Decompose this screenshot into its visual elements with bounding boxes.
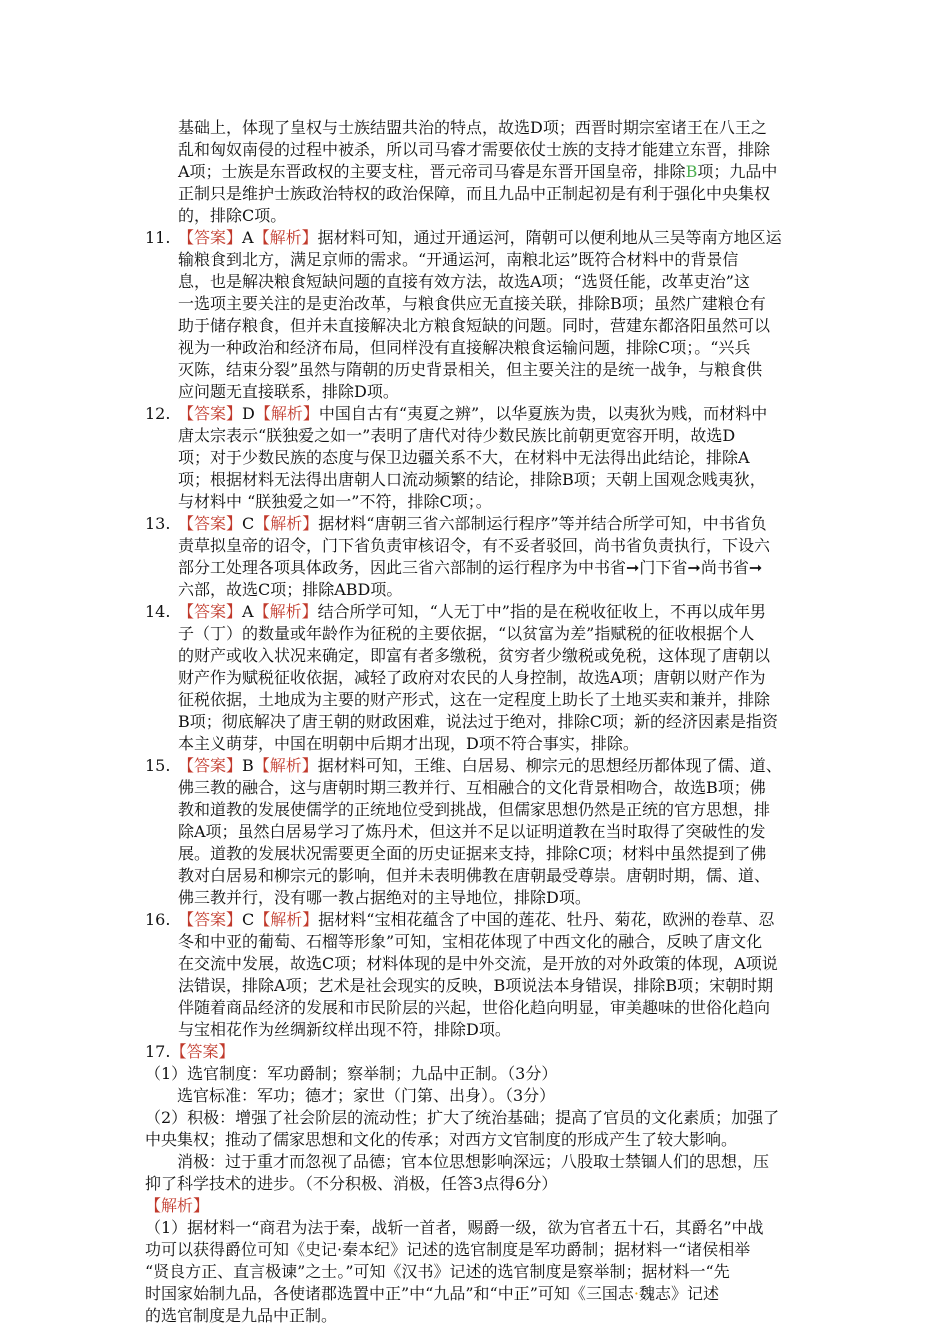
q13-line-4: 六部，故选C项；排除ABD项。 [178,580,403,599]
q10-line-1: 基础上，体现了皇权与士族结盟共治的特点，故选D项；西晋时期宗室诸王在八王之 [178,118,767,137]
q17-answer-line-5: 消极：过于重才而忽视了品德；官本位思想影响深远；八股取士禁锢人们的思想，压 [145,1152,770,1171]
q14-line-5: 征税依据，土地成为主要的财产形式，这在一定程度上助长了土地买卖和兼并，排除 [178,690,771,709]
q17-analysis-line-5: 的选官制度是九品中正制。 [145,1306,338,1325]
q11-line-5: 助于储存粮食，但并未直接解决北方粮食短缺的问题。同时，营建东都洛阳虽然可以 [178,316,771,335]
q12-number: 12. [145,404,171,423]
q17-answer-line-4: 中央集权；推动了儒家思想和文化的传承；对西方文官制度的形成产生了较大影响。 [145,1130,738,1149]
q11-line-8: 应问题无直接联系，排除D项。 [178,382,399,401]
q14-line-1: 【答案】A【解析】结合所学可知，“人无丁中”指的是在税收征收上，不再以成年男 [178,602,766,621]
q11-line-3: 息，也是解决粮食短缺问题的直接有效方法，故选A项；“选贤任能，改革吏治”这 [178,272,750,291]
q17-answer-line-1: （1）选官制度：军功爵制；察举制；九品中正制。（3分） [145,1064,558,1083]
q14-line-3: 的财产或收入状况来确定，即富有者多缴税，贫穷者少缴税或免税，这体现了唐朝以 [178,646,771,665]
q14-line-6: B项；彻底解决了唐王朝的财政困难，说法过于绝对，排除C项；新的经济因素是指资 [178,712,779,731]
q12-line-5: 与材料中 “朕独爱之如一”不符，排除C项；。 [178,492,492,511]
q12-line-2: 唐太宗表示“朕独爱之如一”表明了唐代对待少数民族比前朝更宽容开明，故选D [178,426,736,445]
q17-header: 17.【答案】 [145,1042,235,1061]
q11-line-1: 【答案】A【解析】据材料可知，通过开通运河，隋朝可以便利地从三吴等南方地区运 [178,228,782,247]
q10-line-5: 的，排除C项。 [178,206,287,225]
q14-number: 14. [145,602,171,621]
q15-line-3: 教和道教的发展使儒学的正统地位受到挑战，但儒家思想仍然是正统的官方思想，排 [178,800,771,819]
q17-answer-line-2: 选官标准：军功；德才；家世（门第、出身）。（3分） [145,1086,556,1105]
q12-line-1: 【答案】D【解析】中国自古有“夷夏之辨”，以华夏族为贵，以夷狄为贱，而材料中 [178,404,768,423]
q16-line-6: 与宝相花作为丝绸新纹样出现不符，排除D项。 [178,1020,511,1039]
q15-line-5: 展。道教的发展状况需要更全面的历史证据来支持，排除C项；材料中虽然提到了佛 [178,844,767,863]
q10-line-2: 乱和匈奴南侵的过程中被杀，所以司马睿才需要依仗士族的支持才能建立东晋，排除 [178,140,771,159]
q17-analysis-line-4: 时国家始制九品，各使诸郡选置中正”中“九品”和“中正”可知《三国志·魏志》记述 [145,1284,720,1303]
q17-analysis-tag: 【解析】 [145,1196,210,1215]
q10-line-4: 正制只是维护士族政治特权的政治保障，而且九品中正制起初是有利于强化中央集权 [178,184,771,203]
q16-line-2: 冬和中亚的葡萄、石榴等形象”可知，宝相花体现了中西文化的融合，反映了唐文化 [178,932,763,951]
q15-line-2: 佛三教的融合，这与唐朝时期三教并行、互相融合的文化背景相吻合，故选B项；佛 [178,778,766,797]
q11-line-4: 一选项主要关注的是吏治改革，与粮食供应无直接关联，排除B项；虽然广建粮仓有 [178,294,766,313]
q17-analysis-line-3: “贤良方正、直言极谏”之士。”可知《汉书》记述的选官制度是察举制；据材料一“先 [145,1262,730,1281]
q17-analysis-line-2: 功可以获得爵位可知《史记·秦本纪》记述的选官制度是军功爵制；据材料一“诸侯相举 [145,1240,751,1259]
q13-line-2: 责草拟皇帝的诏令，门下省负责审核诏令，有不妥者驳回，尚书省负责执行，下设六 [178,536,771,555]
q14-line-4: 财产作为赋税征收依据，减轻了政府对农民的人身控制，故选A项；唐朝以财产作为 [178,668,766,687]
q15-number: 15. [145,756,171,775]
q13-line-1: 【答案】C【解析】据材料“唐朝三省六部制运行程序”等并结合所学可知，中书省负 [178,514,767,533]
q16-number: 16. [145,910,171,929]
q15-line-7: 佛三教并行，没有哪一教占据绝对的主导地位，排除D项。 [178,888,591,907]
q13-number: 13. [145,514,171,533]
q14-line-2: 子（丁）的数量或年龄作为征税的主要依据，“以贫富为差”指赋税的征收根据个人 [178,624,755,643]
dot-separator: · [633,1284,639,1303]
q17-analysis-line-1: （1）据材料一“商君为法于秦，战斩一首者，赐爵一级，欲为官者五十石，其爵名”中战 [145,1218,764,1237]
q12-line-4: 项；根据材料无法得出唐朝人口流动频繁的结论，排除B项；天朝上国观念贱夷狄， [178,470,766,489]
q16-line-3: 在交流中发展，故选C项；材料体现的是中外交流，是开放的对外政策的体现，A项说 [178,954,778,973]
q15-line-6: 教对白居易和柳宗元的影响，但并未表明佛教在唐朝最受尊崇。唐朝时期，儒、道、 [178,866,771,885]
green-letter: B [685,162,698,181]
q16-line-5: 伴随着商品经济的发展和市民阶层的兴起，世俗化趋向明显，审美趣味的世俗化趋向 [178,998,771,1017]
q13-line-3: 部分工处理各项具体政务，因此三省六部制的运行程序为中书省➞门下省➞尚书省➞ [178,558,763,577]
q16-line-1: 【答案】C【解析】据材料“宝相花蕴含了中国的莲花、牡丹、菊花，欧洲的卷草、忍 [178,910,775,929]
q17-answer-line-3: （2）积极：增强了社会阶层的流动性；扩大了统治基础；提高了官员的文化素质；加强了 [145,1108,780,1127]
q10-line-3: A项；士族是东晋政权的主要支柱，晋元帝司马睿是东晋开国皇帝，排除B项；九品中 [178,162,778,181]
q15-line-4: 除A项；虽然白居易学习了炼丹术，但这并不足以证明道教在当时取得了突破性的发 [178,822,766,841]
q17-answer-line-6: 抑了科学技术的进步。（不分积极、消极，任答3点得6分） [145,1174,558,1193]
q15-line-1: 【答案】B【解析】据材料可知，王维、白居易、柳宗元的思想经历都体现了儒、道、 [178,756,782,775]
q16-line-4: 法错误，排除A项；艺术是社会现实的反映，B项说法本身错误，排除B项；宋朝时期 [178,976,774,995]
q14-line-7: 本主义萌芽，中国在明朝中后期才出现，D项不符合事实，排除。 [178,734,639,753]
q11-line-6: 视为一种政治和经济布局，但同样没有直接解决粮食运输问题，排除C项；。“兴兵 [178,338,751,357]
q11-line-2: 输粮食到北方，满足京师的需求。“开通运河，南粮北运”既符合材料中的背景信 [178,250,739,269]
q11-number: 11. [145,228,171,247]
q11-line-7: 灭陈，结束分裂”虽然与隋朝的历史背景相关，但主要关注的是统一战争，与粮食供 [178,360,763,379]
q12-line-3: 项；对于少数民族的态度与保卫边疆关系不大，在材料中无法得出此结论，排除A [178,448,750,467]
